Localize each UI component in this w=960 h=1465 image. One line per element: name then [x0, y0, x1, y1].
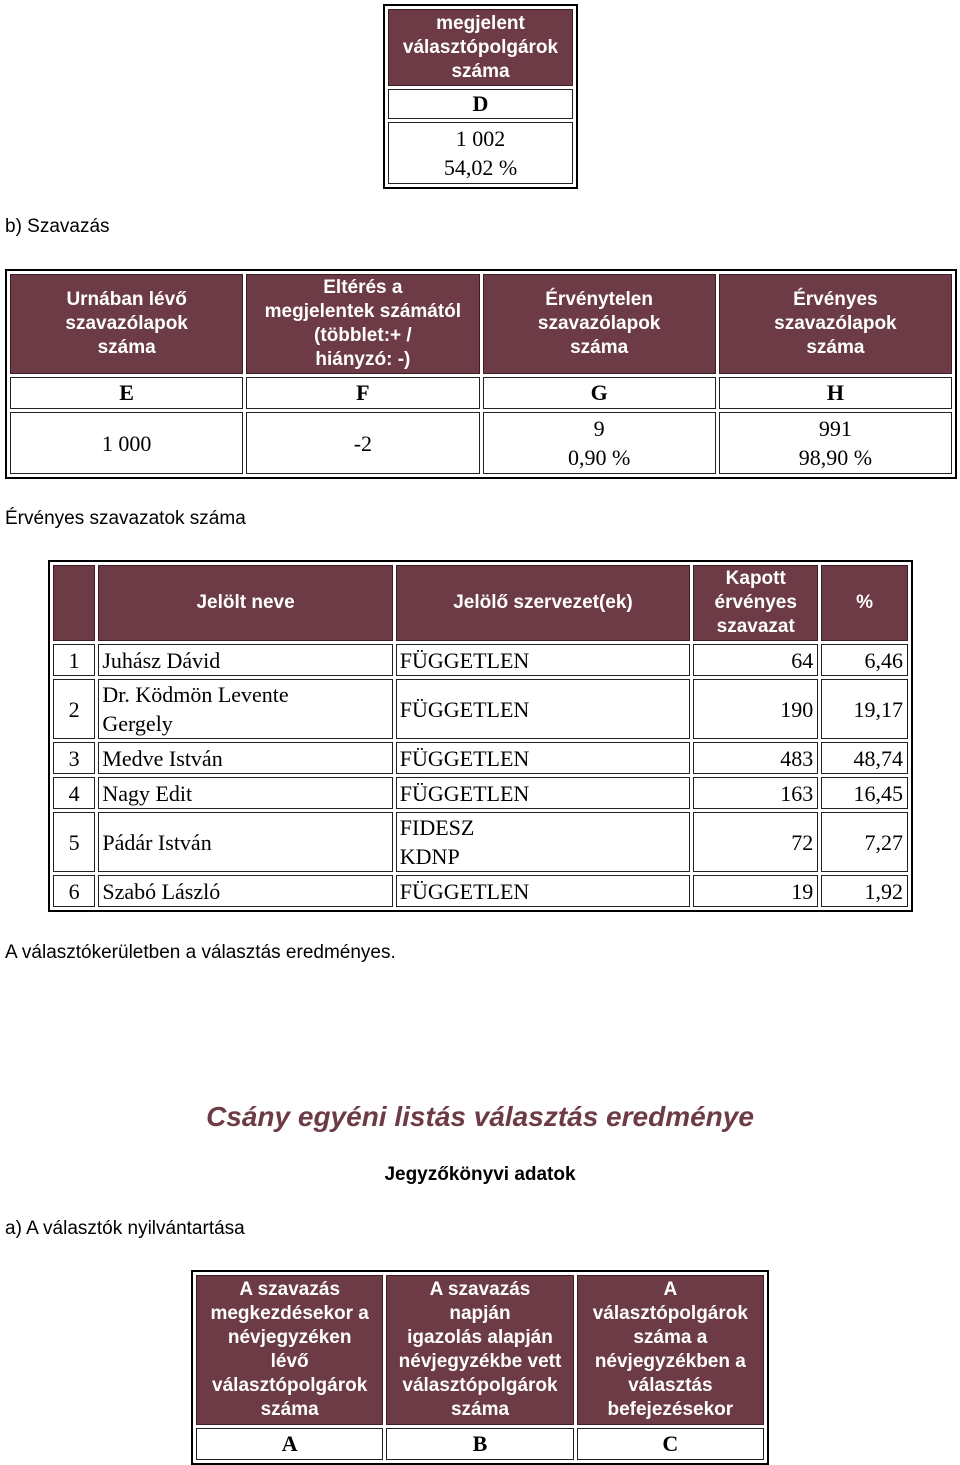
- voting-table: [5, 269, 957, 479]
- column-letter-a: A: [196, 1428, 383, 1460]
- header-votes: Kapott érvényes szavazat: [693, 565, 818, 641]
- table-row: [53, 812, 908, 872]
- candidates-table: [48, 560, 913, 912]
- valid-votes-label: Érvényes szavazatok száma: [5, 508, 246, 529]
- candidate-name: Medve István: [98, 742, 392, 774]
- turnout-table: [383, 4, 578, 189]
- header-ballots-in-urn: Urnában lévő szavazólapok száma: [10, 274, 243, 374]
- section-a-label: a) A választók nyilvántartása: [5, 1218, 245, 1239]
- candidate-votes: 163: [693, 777, 818, 809]
- candidate-votes: 72: [693, 812, 818, 872]
- header-added-by-certificate: A szavazás napján igazolás alapján névjegyzékbe vett választópolgárok száma: [386, 1275, 573, 1425]
- header-valid-ballots: Érvényes szavazólapok száma: [719, 274, 952, 374]
- candidate-name: Nagy Edit: [98, 777, 392, 809]
- row-number: 3: [53, 742, 95, 774]
- value-difference: -2: [246, 412, 479, 474]
- section-b-label: b) Szavazás: [5, 216, 110, 237]
- candidate-votes: 64: [693, 644, 818, 676]
- value-valid-ballots: 991 98,90 %: [719, 412, 952, 474]
- value-ballots-in-urn: 1 000: [10, 412, 243, 474]
- table-row: [53, 742, 908, 774]
- turnout-header: megjelent választópolgárok száma: [388, 9, 573, 86]
- candidate-percent: 7,27: [821, 812, 908, 872]
- header-registered-at-start: A szavazás megkezdésekor a névjegyzéken lévő választópolgárok száma: [196, 1275, 383, 1425]
- candidate-percent: 19,17: [821, 679, 908, 739]
- turnout-values: [388, 122, 573, 184]
- column-letter-e: E: [10, 377, 243, 409]
- header-organization: Jelölő szervezet(ek): [396, 565, 690, 641]
- candidate-percent: 1,92: [821, 875, 908, 907]
- row-number: 6: [53, 875, 95, 907]
- header-invalid-ballots: Érvénytelen szavazólapok száma: [483, 274, 716, 374]
- turnout-pct: 54,02 %: [443, 155, 518, 180]
- candidate-org: FÜGGETLEN: [396, 742, 690, 774]
- table-row: [53, 777, 908, 809]
- candidate-votes: 19: [693, 875, 818, 907]
- candidate-name: Juhász Dávid: [98, 644, 392, 676]
- header-number: [53, 565, 95, 641]
- candidate-percent: 6,46: [821, 644, 908, 676]
- header-percent: %: [821, 565, 908, 641]
- candidate-votes: 483: [693, 742, 818, 774]
- registry-table: [191, 1270, 769, 1465]
- candidate-org: FÜGGETLEN: [396, 777, 690, 809]
- header-candidate-name: Jelölt neve: [98, 565, 392, 641]
- header-registered-at-end: A választópolgárok száma a névjegyzékben a választás befejezésekor: [577, 1275, 764, 1425]
- candidate-percent: 48,74: [821, 742, 908, 774]
- candidate-votes: 190: [693, 679, 818, 739]
- column-letter-c: C: [577, 1428, 764, 1460]
- candidate-name: Pádár István: [98, 812, 392, 872]
- turnout-count: 1 002: [455, 126, 506, 151]
- candidate-name: Dr. Ködmön Levente Gergely: [98, 679, 392, 739]
- candidate-org: FÜGGETLEN: [396, 679, 690, 739]
- row-number: 2: [53, 679, 95, 739]
- candidate-percent: 16,45: [821, 777, 908, 809]
- table-row: [53, 679, 908, 739]
- row-number: 5: [53, 812, 95, 872]
- column-letter-b: B: [386, 1428, 573, 1460]
- candidate-name: Szabó László: [98, 875, 392, 907]
- page-subtitle: Jegyzőkönyvi adatok: [384, 1164, 576, 1185]
- column-letter-f: F: [246, 377, 479, 409]
- table-row: [53, 644, 908, 676]
- candidate-org: FÜGGETLEN: [396, 875, 690, 907]
- column-letter-d: D: [388, 89, 573, 119]
- row-number: 4: [53, 777, 95, 809]
- table-row: [53, 875, 908, 907]
- column-letter-g: G: [483, 377, 716, 409]
- value-invalid-ballots: 9 0,90 %: [483, 412, 716, 474]
- row-number: 1: [53, 644, 95, 676]
- column-letter-h: H: [719, 377, 952, 409]
- page-title: Csány egyéni listás választás eredménye: [206, 1101, 754, 1132]
- result-text: A választókerületben a választás eredményes.: [5, 942, 396, 963]
- header-difference: Eltérés a megjelentek számától (többlet:+ / hiányzó: -): [246, 274, 479, 374]
- candidate-org: FÜGGETLEN: [396, 644, 690, 676]
- candidate-org: FIDESZ KDNP: [396, 812, 690, 872]
